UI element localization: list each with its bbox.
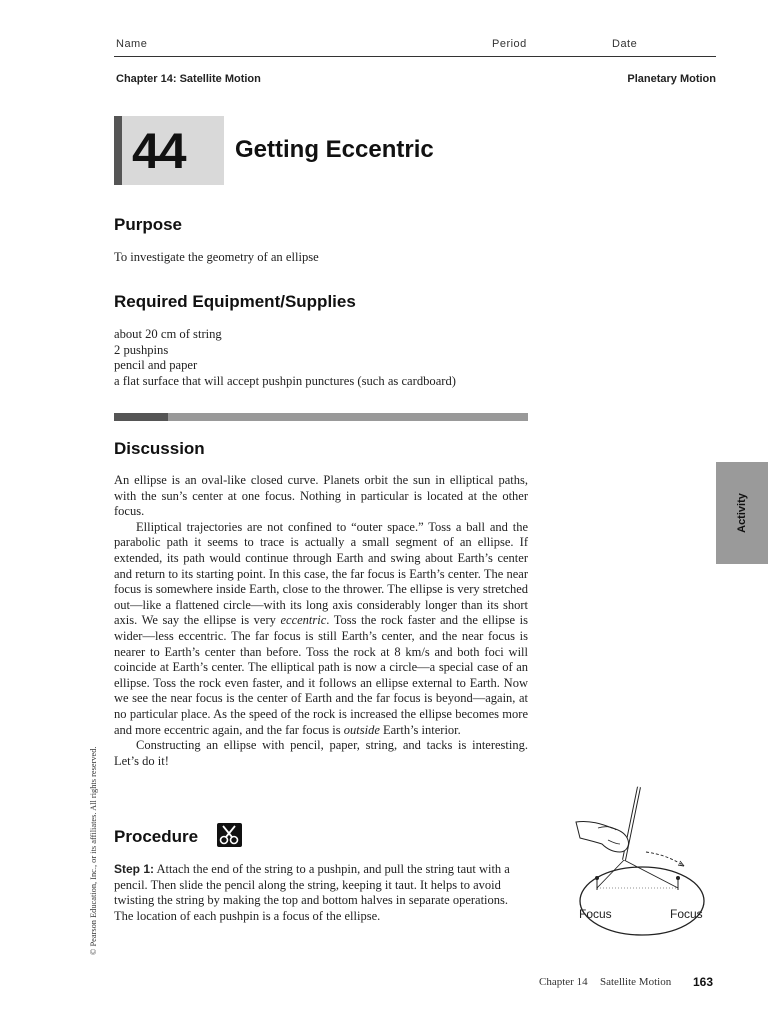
focus-label-right: Focus <box>670 907 703 921</box>
step-text: Attach the end of the string to a pushpin, and pull the string taut with a pencil. Then slide the pencil along the string, keeping it taut. It helps to avoid twisting the string by making the top and bottom halves in separate operations. The location of each pushpin is a focus of the ellipse. <box>114 862 510 923</box>
list-item: a flat surface that will accept pushpin punctures (such as cardboard) <box>114 373 456 388</box>
discussion-heading: Discussion <box>114 439 205 458</box>
step-label: Step 1: <box>114 862 155 876</box>
name-label: Name <box>116 38 148 50</box>
copyright-notice: © Pearson Education, Inc., or its affiliates. All rights reserved. <box>89 746 98 955</box>
unit-heading: Planetary Motion <box>627 73 716 85</box>
list-item: 2 pushpins <box>114 342 169 357</box>
header-rule <box>114 56 716 57</box>
page-number: 163 <box>693 975 714 989</box>
discussion-text: . Toss the rock faster and the ellipse is wider—less eccentric. The far focus is still Earth’s center, and the near focus is nearer to Earth’s center than before. Toss the rock at 8 km/s and both foci will coincide at Earth’s center. The elliptical path is now a circle—a special case of an ellipse. Toss the rock even faster, and it follows an ellipse external to Earth. Now we see the near focus is the center of Earth and the far focus is beyond—again, at no particular place. As the speed of the rock is increased the ellipse becomes more and more eccentric again, and the far focus is <box>114 613 528 737</box>
activity-title: Getting Eccentric <box>235 136 434 163</box>
side-tab-label-wrap <box>716 462 768 564</box>
list-item: about 20 cm of string <box>114 327 222 341</box>
purpose-heading: Purpose <box>114 215 183 234</box>
purpose-text: To investigate the geometry of an ellipse <box>114 250 319 264</box>
discussion-paragraph-1: An ellipse is an oval-like closed curve. Planets orbit the sun in elliptical paths, with the sun’s center at one focus. Nothing in particular is located at the other focus. <box>114 473 528 519</box>
activity-number: 44 <box>132 123 186 179</box>
list-item: pencil and paper <box>114 358 198 373</box>
footer-chapter: Chapter 14 <box>539 976 588 988</box>
copyright-wrap <box>89 705 103 955</box>
section-divider-dark <box>114 413 168 421</box>
section-divider-light <box>168 413 528 421</box>
emphasis-text: outside <box>343 722 380 737</box>
discussion-paragraph-2 <box>114 520 528 738</box>
period-label: Period <box>492 38 527 50</box>
procedure-step-1 <box>114 862 528 924</box>
date-label: Date <box>612 38 638 50</box>
footer-section: Satellite Motion <box>600 976 672 988</box>
discussion-text: Elliptical trajectories are not confined to “outer space.” Toss a ball and the parabolic path it seems to trace is actually a small segment of an ellipse. If extended, its path would continue through Earth and swing about Earth’s center and return to its starting point. In this case, the far focus is Earth’s center. The near focus is somewhere inside Earth, close to the thrower. The ellipse is very stretched out—like a flattened circle—with its long axis considerably longer than its short axis. We say the ellipse is very <box>114 519 528 628</box>
equipment-heading: Required Equipment/Supplies <box>114 292 356 311</box>
side-tab-label: Activity <box>736 493 748 533</box>
emphasis-text: eccentric <box>280 613 327 628</box>
discussion-body <box>114 473 528 769</box>
discussion-paragraph-3: Constructing an ellipse with pencil, paper, string, and tacks is interesting. Let’s do it! <box>114 738 528 768</box>
scissors-icon <box>217 823 242 847</box>
activity-number-bar <box>114 116 122 185</box>
focus-label-left: Focus <box>579 907 612 921</box>
procedure-heading: Procedure <box>114 827 199 846</box>
chapter-heading: Chapter 14: Satellite Motion <box>116 73 261 85</box>
discussion-text: Earth’s interior. <box>379 722 461 737</box>
equipment-list <box>114 327 456 389</box>
